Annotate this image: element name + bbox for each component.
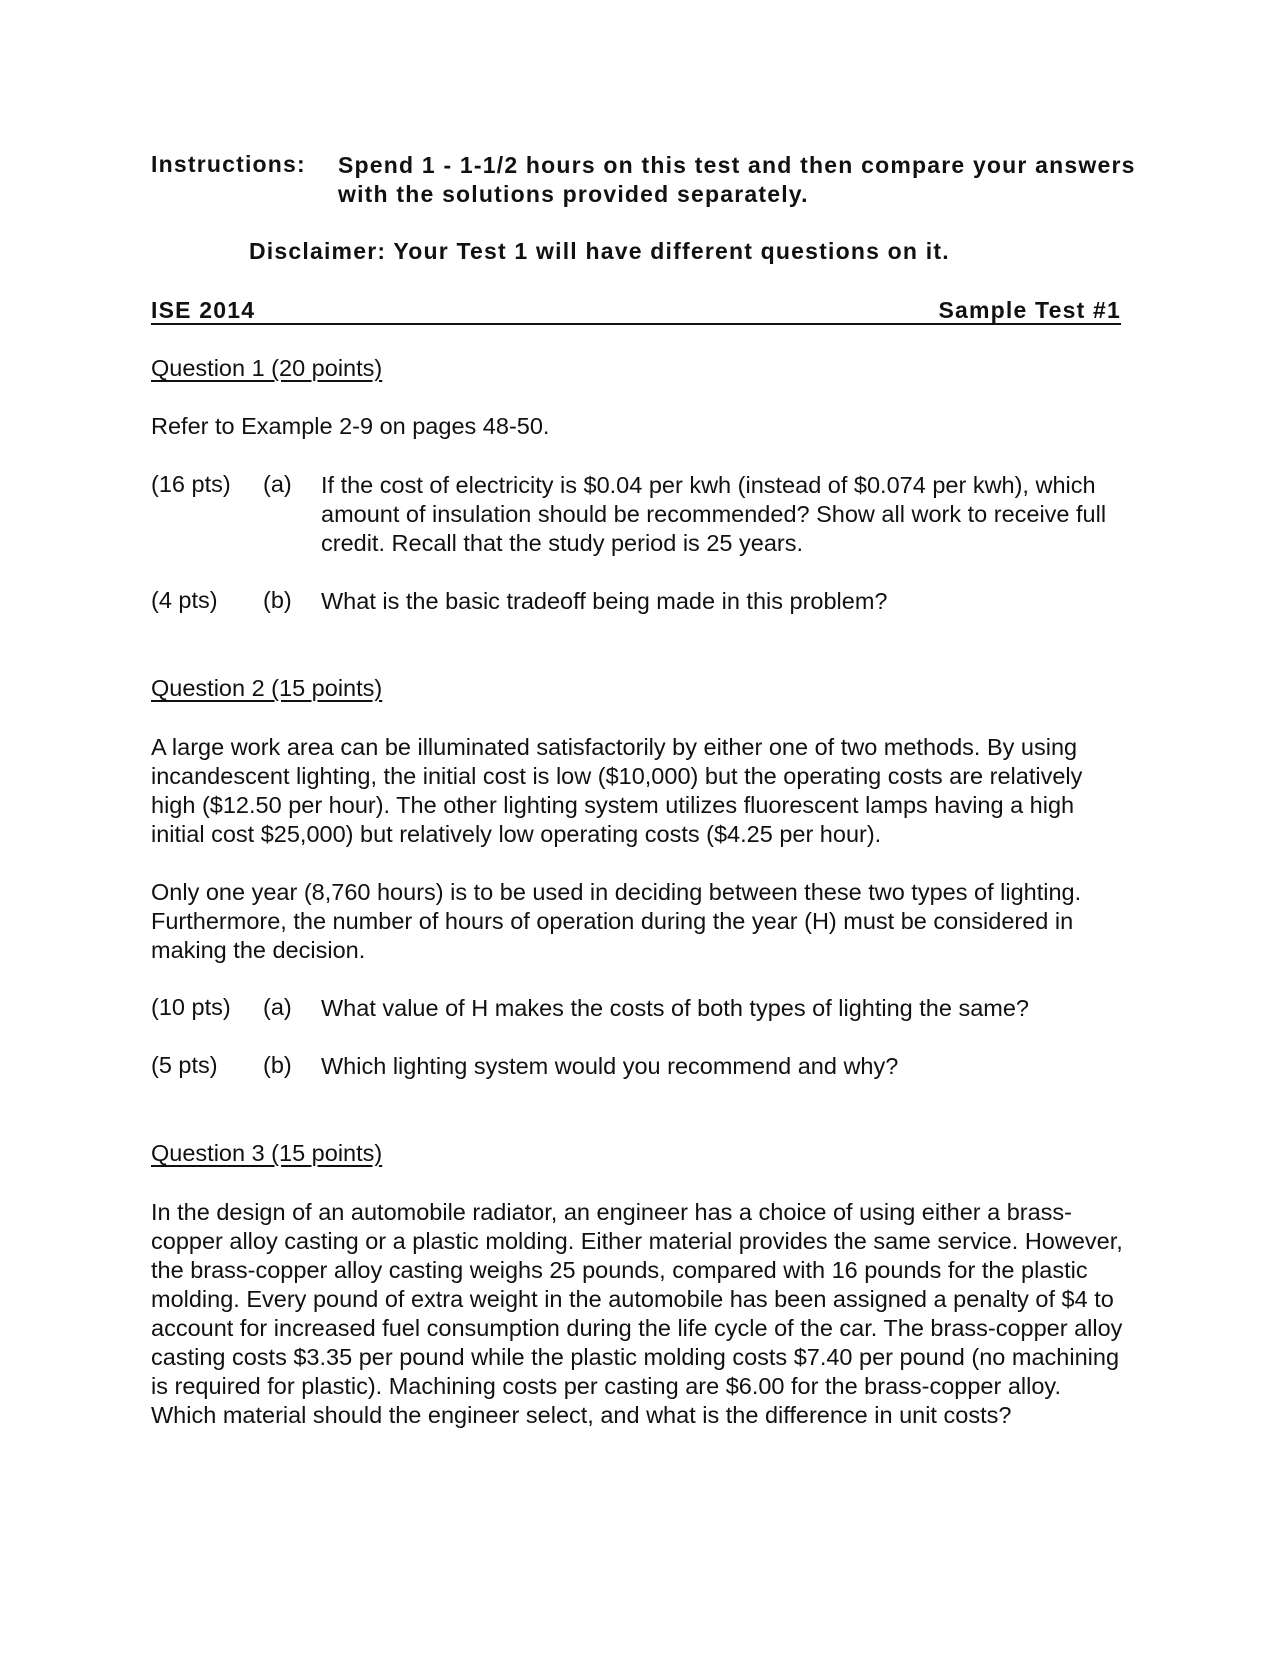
question-3-heading: Question 3 (15 points) — [151, 1140, 383, 1166]
question-3-paragraph: In the design of an automobile radiator, an engineer has a choice of using either a brass-copper alloy casting or a plastic molding. Either material provides the same service. However, the brass-copper alloy casting weighs 25 pounds, compared with 16 pounds for the plastic molding. Every pound of extra weight in the automobile has been assigned a penalty of $4 to account for increased fuel consumption during the life cycle of the car. The brass-copper alloy casting costs $3.35 per pound while the plastic molding costs $7.40 per pound (no machining is required for plastic). Machining costs per casting are $6.00 for the brass-copper alloy. Which material should the engineer select, and what is the difference in unit costs? — [151, 1199, 1123, 1428]
test-title: Sample Test #1 — [938, 297, 1121, 323]
part-letter: (b) — [263, 587, 292, 613]
question-2-paragraph-1: A large work area can be illuminated satisfactorily by either one of two methods. By using incandescent lighting, the initial cost is low ($10,000) but the operating costs are relatively high ($12.50 per hour). The other lighting system utilizes fluorescent lamps having a high initial cost $25,000) but relatively low operating costs ($4.25 per hour). — [151, 734, 1083, 847]
part-points: (5 pts) — [151, 1052, 218, 1078]
question-2-heading: Question 2 (15 points) — [151, 675, 383, 701]
question-2-paragraph-2: Only one year (8,760 hours) is to be used in deciding between these two types of lighting. Furthermore, the number of hours of operation during the year (H) must be considered in making the decision. — [151, 879, 1082, 963]
part-points: (10 pts) — [151, 994, 231, 1020]
disclaimer: Disclaimer: Your Test 1 will have different questions on it. — [249, 238, 950, 264]
part-text: Which lighting system would you recommend and why? — [321, 1053, 899, 1079]
part-points: (4 pts) — [151, 587, 218, 613]
part-text: What is the basic tradeoff being made in this problem? — [321, 588, 888, 614]
question-1-intro: Refer to Example 2-9 on pages 48-50. — [151, 413, 550, 439]
course-code: ISE 2014 — [151, 297, 256, 323]
part-text: If the cost of electricity is $0.04 per kwh (instead of $0.074 per kwh), which amount of insulation should be recommended? Show all work to receive full credit. Recall that the study period is 25 years. — [321, 472, 1107, 556]
part-text: What value of H makes the costs of both types of lighting the same? — [321, 995, 1029, 1021]
instructions-label: Instructions: — [151, 151, 306, 177]
question-1-heading: Question 1 (20 points) — [151, 355, 383, 381]
part-points: (16 pts) — [151, 471, 231, 497]
part-letter: (b) — [263, 1052, 292, 1078]
instructions-text: Spend 1 - 1-1/2 hours on this test and then compare your answers with the solutions provided separately. — [338, 152, 1136, 207]
part-letter: (a) — [263, 471, 292, 497]
part-letter: (a) — [263, 994, 292, 1020]
